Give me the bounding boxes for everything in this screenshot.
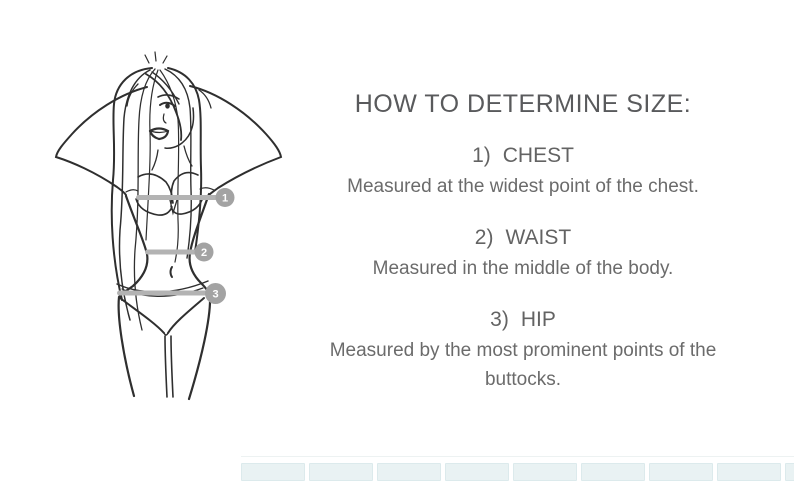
arms xyxy=(56,84,281,195)
hip-description: Measured by the most prominent points of the buttocks. xyxy=(329,340,717,390)
size-table-top-border xyxy=(241,456,794,457)
measure-badge-1: 1 xyxy=(221,192,229,205)
measure-badge-2: 2 xyxy=(200,247,208,259)
chest-measure-line xyxy=(136,195,218,200)
size-table-cell xyxy=(445,463,509,481)
chest-description: Measured at the widest point of the chest. xyxy=(347,176,699,197)
size-table-cell xyxy=(649,463,713,481)
size-table-cell xyxy=(581,463,645,481)
size-table-cell xyxy=(785,463,794,481)
size-table-cell xyxy=(377,463,441,481)
chest-heading xyxy=(323,143,723,168)
woman-line-art xyxy=(50,48,295,463)
waist-label: WAIST xyxy=(505,226,572,249)
hip-heading xyxy=(323,307,723,332)
size-table-cell xyxy=(309,463,373,481)
neck xyxy=(152,146,192,170)
chest-section xyxy=(323,143,723,201)
page-title: HOW TO DETERMINE SIZE: xyxy=(354,90,692,118)
size-table-row xyxy=(241,463,794,481)
size-table-cell xyxy=(717,463,781,481)
chest-number: 1) xyxy=(472,144,491,167)
waist-measure-line xyxy=(145,250,197,255)
size-table-cell xyxy=(513,463,577,481)
waist-heading xyxy=(323,225,723,250)
measurement-figure xyxy=(50,48,295,463)
hip-number: 3) xyxy=(490,308,509,331)
size-table-preview xyxy=(241,456,794,481)
hair-shine xyxy=(145,52,167,63)
instructions-column xyxy=(323,0,723,394)
measure-badge-3: 3 xyxy=(212,288,219,301)
chest-label: CHEST xyxy=(502,144,574,167)
size-table-cell xyxy=(241,463,305,481)
hip-section xyxy=(323,307,723,394)
hip-label: HIP xyxy=(520,308,556,331)
waist-number: 2) xyxy=(474,226,494,249)
waist-description: Measured in the middle of the body. xyxy=(372,258,674,279)
waist-section xyxy=(323,225,723,283)
hip-measure-line xyxy=(117,291,207,296)
face xyxy=(150,95,194,148)
